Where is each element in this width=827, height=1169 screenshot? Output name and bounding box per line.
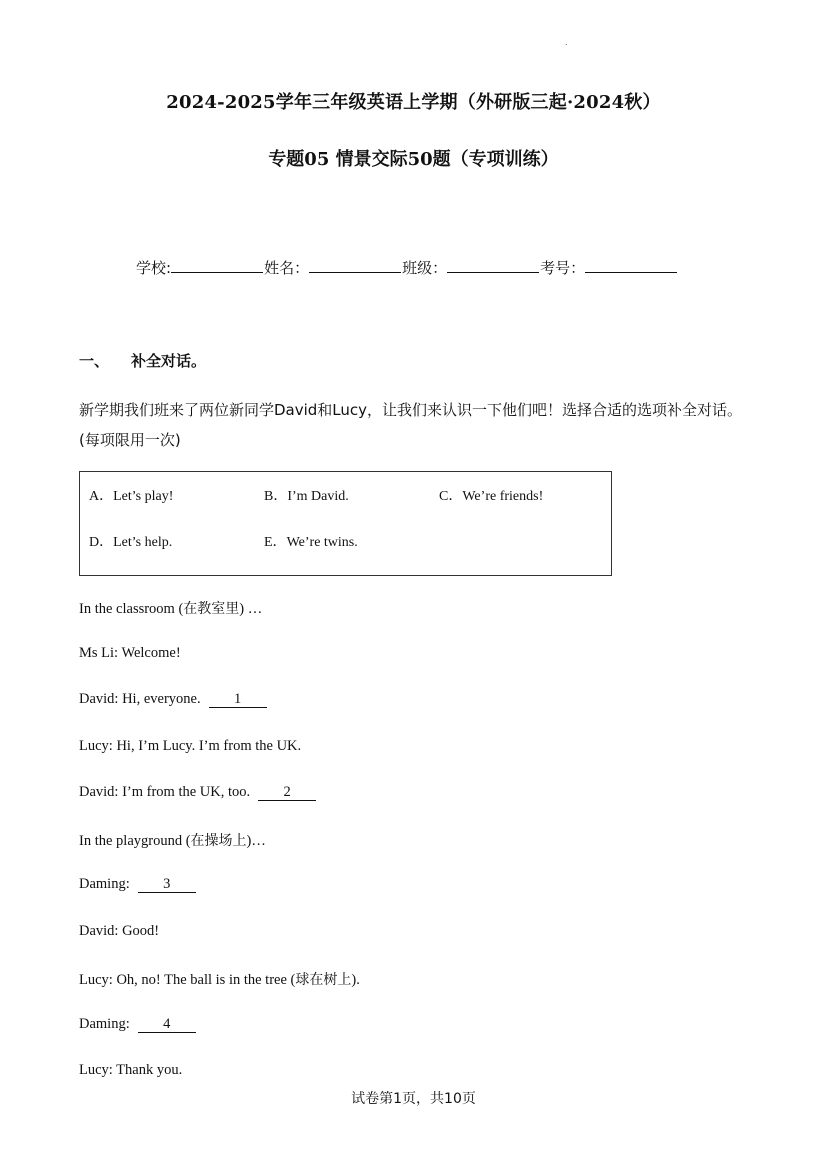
scene-playground: In the playground (在操场上)… [79,833,266,849]
option-d: D．Let’s help. [89,535,173,550]
exam-title: 2024-2025学年三年级英语上学期（外研版三起·2024秋） [166,92,661,113]
option-b: B．I’m David. [264,489,349,504]
scene-classroom: In the classroom (在教室里) … [79,601,263,617]
school-field[interactable] [171,258,263,273]
school-label: 学校: [136,259,172,277]
exam-subtitle: 专题05 情景交际50题（专项训练） [268,149,559,170]
dialogue-line-lucy-1: Lucy: Hi, I’m Lucy. I’m from the UK. [79,738,302,754]
exam-number-label: 考号： [540,259,586,277]
dialogue-line-daming-2: Daming: 4 [79,1016,196,1033]
section-heading [79,350,206,371]
header-mark: . [565,38,568,47]
instructions: 新学期我们班来了两位新同学David和Lucy，让我们来认识一下他们吧！选择合适的选项补全对话。(每项限用一次) [79,401,743,449]
section-title: 补全对话。 [131,352,207,370]
class-label: 班级： [402,259,448,277]
section-number: 一、 [79,352,110,370]
answer-blank-3[interactable]: 3 [138,876,196,893]
student-info-fields [136,257,678,278]
name-label: 姓名： [264,259,310,277]
dialogue-line-david-2: David: I’m from the UK, too. 2 [79,784,316,801]
options-box [79,471,612,576]
answer-blank-1[interactable]: 1 [209,691,267,708]
dialogue-line-ms-li: Ms Li: Welcome! [79,645,181,661]
page-footer: 试卷第1页，共10页 [351,1091,476,1107]
exam-number-field[interactable] [585,258,677,273]
option-a: A．Let’s play! [89,489,174,504]
answer-blank-4[interactable]: 4 [138,1016,196,1033]
class-field[interactable] [447,258,539,273]
dialogue-line-david-1: David: Hi, everyone. 1 [79,691,267,708]
dialogue-line-lucy-3: Lucy: Thank you. [79,1062,183,1078]
name-field[interactable] [309,258,401,273]
dialogue-line-lucy-2: Lucy: Oh, no! The ball is in the tree (球在树上). [79,972,360,988]
dialogue-line-david-3: David: Good! [79,923,160,939]
answer-blank-2[interactable]: 2 [258,784,316,801]
option-c: C．We’re friends! [439,489,544,504]
dialogue-line-daming-1: Daming: 3 [79,876,196,893]
option-e: E．We’re twins. [264,535,358,550]
